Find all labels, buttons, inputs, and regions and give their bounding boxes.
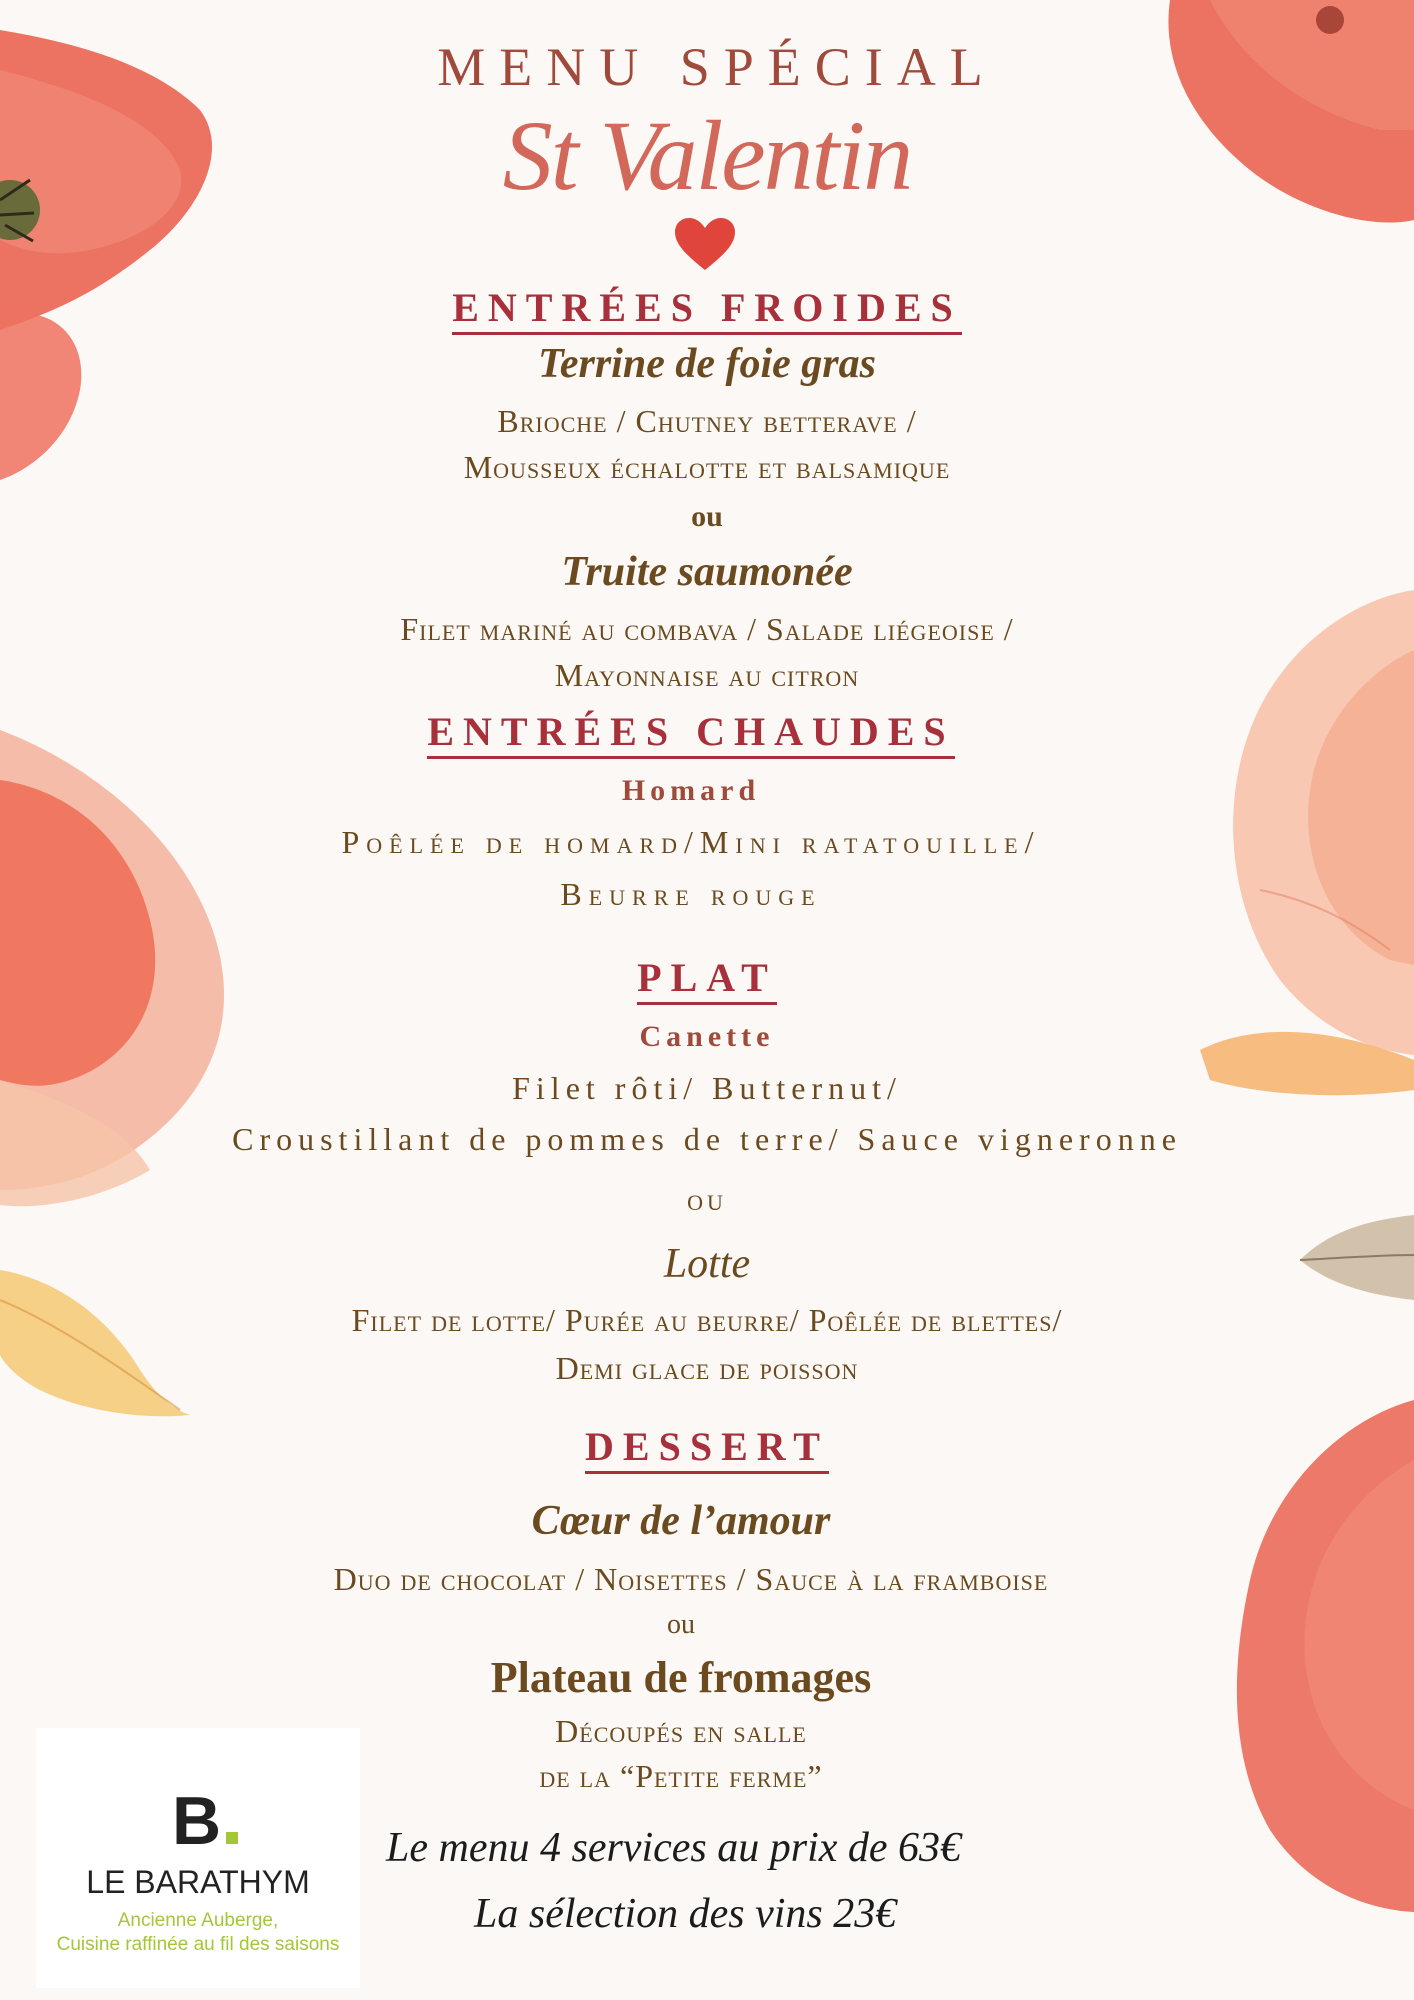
dish-desc-plateau-line1: Découpés en salle [555,1713,807,1749]
section-title-dessert [0,1423,1414,1470]
dish-name-homard: Homard [621,774,761,807]
logo-tagline-line1: Ancienne Auberge, [117,1910,279,1931]
section-title-plat [0,954,1414,1001]
dish-desc-homard-line2: Beurre rouge [560,876,822,912]
separator-ou: OU [687,1190,727,1215]
dish-desc-lotte-line2: Demi glace de poisson [555,1350,859,1386]
dish-desc-terrine-line1: Brioche / Chutney betterave / [497,403,917,439]
dish-desc-truite-line1: Filet mariné au combava / Salade liégeoise / [400,611,1014,647]
section-title-text: PLAT [637,955,777,1005]
restaurant-logo [36,1728,360,1988]
dish-desc-canette-line2: Croustillant de pommes de terre/ Sauce vigneronne [232,1121,1182,1157]
separator-ou: ou [667,1609,695,1640]
dish-desc-plateau-line2: de la “Petite ferme” [539,1758,823,1794]
separator-ou: ou [691,500,723,533]
dish-desc-truite-line2: Mayonnaise au citron [554,657,860,693]
logo-tagline-line2: Cuisine raffinée au fil des saisons [56,1934,340,1955]
wine-price-line: La sélection des vins 23€ [474,1891,897,1937]
dish-desc-canette-line1: Filet rôti/ Butternut/ [512,1070,902,1106]
menu-subtitle-script: St Valentin [502,100,912,211]
heart-icon [675,218,735,270]
section-title-entrees-chaudes [0,708,1398,755]
section-title-text: ENTRÉES FROIDES [452,285,962,335]
dish-desc-coeur-line1: Duo de chocolat / Noisettes / Sauce à la framboise [333,1561,1049,1597]
dish-name-canette: Canette [639,1020,775,1053]
menu-price-line: Le menu 4 services au prix de 63€ [386,1825,962,1871]
dish-desc-lotte-line1: Filet de lotte/ Purée au beurre/ Poêlée de blettes/ [351,1302,1063,1338]
section-title-text: ENTRÉES CHAUDES [427,709,954,759]
dish-name-lotte: Lotte [663,1241,751,1287]
logo-dot-icon [226,1832,238,1844]
logo-letter: B [172,1783,220,1859]
menu-title: MENU SPÉCIAL [437,37,997,97]
dish-name-truite: Truite saumonée [561,549,853,595]
section-title-text: DESSERT [585,1424,829,1474]
dish-desc-terrine-line2: Mousseux échalotte et balsamique [463,449,951,485]
section-title-entrees-froides [0,284,1414,331]
logo-name: LE BARATHYM [86,1864,310,1900]
dish-name-terrine: Terrine de foie gras [538,341,876,387]
dish-name-plateau: Plateau de fromages [490,1653,872,1702]
dish-desc-homard-line1: Poêlée de homard/Mini ratatouille/ [341,824,1041,860]
dish-name-coeur: Cœur de l’amour [531,1498,831,1544]
